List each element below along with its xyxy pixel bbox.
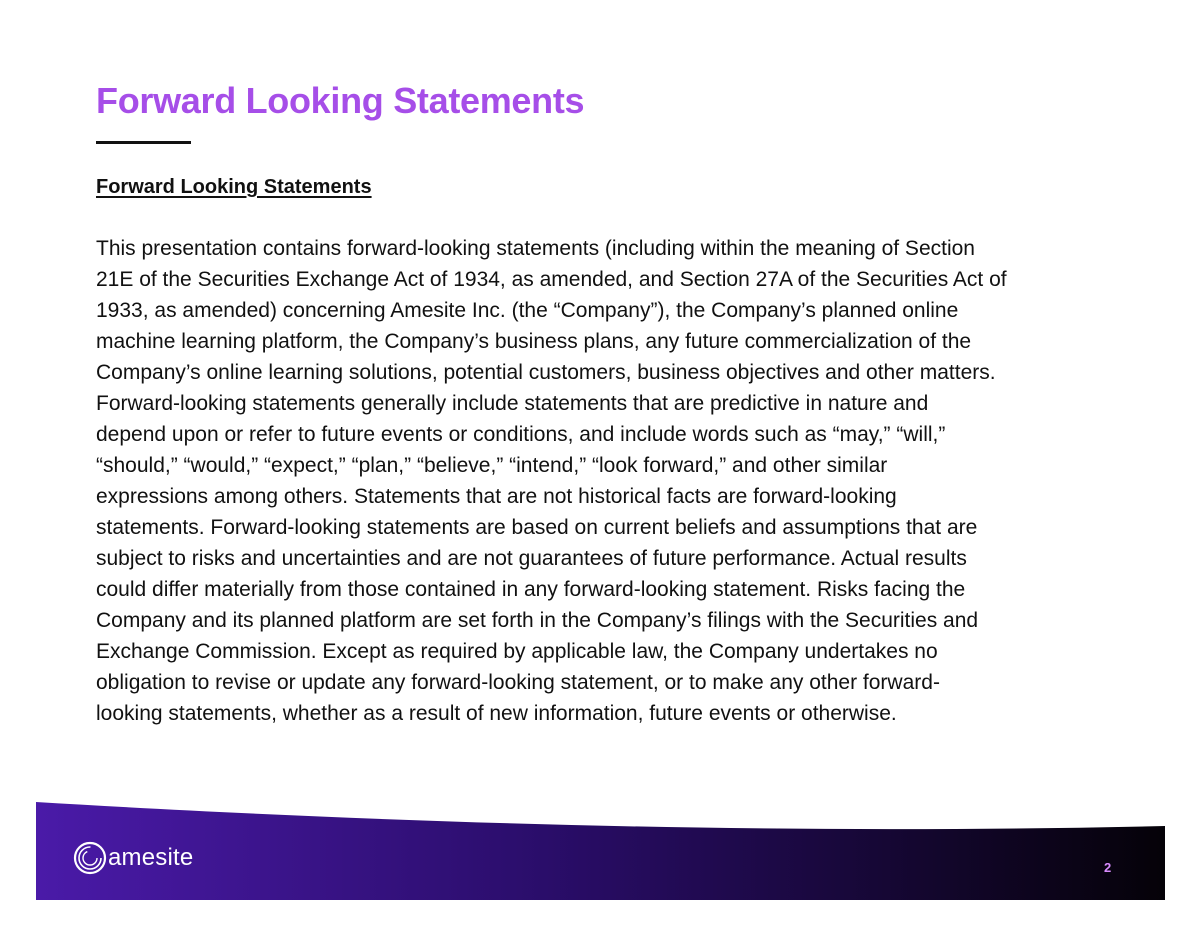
amesite-logo-mark-icon xyxy=(72,840,108,876)
footer-banner-shape xyxy=(36,800,1165,900)
body-line: depend upon or refer to future events or conditions, and include words such as “may,” “will,” xyxy=(96,423,946,446)
body-line: could differ materially from those contained in any forward-looking statement. Risks facing the xyxy=(96,578,966,601)
body-line: “should,” “would,” “expect,” “plan,” “believe,” “intend,” “look forward,” and other similar xyxy=(96,454,888,477)
footer-banner xyxy=(36,800,1165,900)
body-line: 21E of the Securities Exchange Act of 1934, as amended, and Section 27A of the Securities Act of xyxy=(96,268,1007,291)
body-line: Forward-looking statements generally include statements that are predictive in nature and xyxy=(96,392,929,415)
body-paragraph xyxy=(96,233,1126,729)
body-line: This presentation contains forward-looking statements (including within the meaning of Section xyxy=(96,237,975,260)
body-line: 1933, as amended) concerning Amesite Inc. (the “Company”), the Company’s planned online xyxy=(96,299,959,322)
page-number: 2 xyxy=(1104,860,1112,875)
body-line: obligation to revise or update any forward-looking statement, or to make any other forward- xyxy=(96,671,940,694)
slide-title: Forward Looking Statements xyxy=(96,80,585,121)
title-underline-rule xyxy=(96,141,191,144)
body-line: Company and its planned platform are set forth in the Company’s filings with the Securities and xyxy=(96,609,979,632)
logo-wordmark: amesite xyxy=(108,844,194,871)
body-line: Exchange Commission. Except as required by applicable law, the Company undertakes no xyxy=(96,640,938,663)
body-line: Company’s online learning solutions, potential customers, business objectives and other matters. xyxy=(96,361,996,384)
body-line: machine learning platform, the Company’s business plans, any future commercialization of the xyxy=(96,330,972,353)
body-line: statements. Forward-looking statements are based on current beliefs and assumptions that are xyxy=(96,516,978,539)
section-heading: Forward Looking Statements xyxy=(96,176,372,198)
body-line: expressions among others. Statements that are not historical facts are forward-looking xyxy=(96,485,897,508)
amesite-logo xyxy=(72,838,193,878)
body-line: subject to risks and uncertainties and are not guarantees of future performance. Actual results xyxy=(96,547,967,570)
body-line: looking statements, whether as a result of new information, future events or otherwise. xyxy=(96,702,897,725)
